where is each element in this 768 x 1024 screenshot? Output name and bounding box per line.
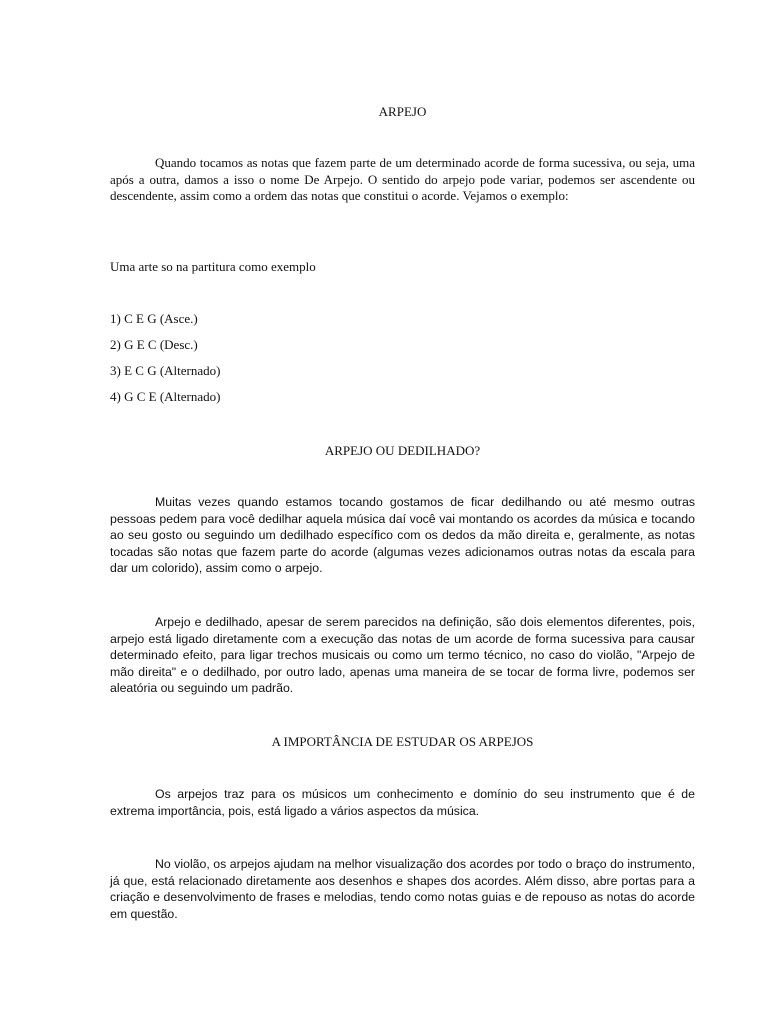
example-line: Uma arte so na partitura como exemplo (110, 259, 316, 274)
list-item: 3) E C G (Alternado) (110, 363, 221, 378)
section2-paragraph-2: Arpejo e dedilhado, apesar de serem parecidos na definição, são dois elementos diferentes, pois, arpejo está ligado diretamente com a execução das notas de um acorde de forma sucessiva para causar determinado efeito, para ligar trechos musicais ou como um termo técnico, no caso do violão, "Arpejo de mão direita" e o dedilhado, por outro lado, apenas uma maneira de se tocar de forma livre, podemos ser aleatória ou seguindo um padrão. (110, 615, 695, 695)
list-item: 4) G C E (Alternado) (110, 389, 221, 404)
list-item: 2) G E C (Desc.) (110, 337, 198, 352)
section-heading-importancia: A IMPORTÂNCIA DE ESTUDAR OS ARPEJOS (271, 734, 534, 749)
page-title: ARPEJO (378, 104, 427, 119)
examples-list (110, 311, 220, 415)
section3-paragraph-1: Os arpejos traz para os músicos um conhecimento e domínio do seu instrumento que é de extrema importância, pois, está ligado a vários aspectos da música. (110, 787, 695, 818)
section-heading-arpejo-ou-dedilhado: ARPEJO OU DEDILHADO? (324, 443, 481, 458)
list-item: 1) C E G (Asce.) (110, 311, 198, 326)
intro-paragraph: Quando tocamos as notas que fazem parte de um determinado acorde de forma sucessiva, ou seja, uma após a outra, damos a isso o nome De Arpejo. O sentido do arpejo pode variar, podemos ser ascendente ou descendente, assim como a ordem das notas que constitui o acorde. Vejamos o exemplo: (110, 155, 695, 203)
section3-paragraph-2: No violão, os arpejos ajudam na melhor visualização dos acordes por todo o braço do instrumento, já que, está relacionado diretamente aos desenhos e shapes dos acordes. Além disso, abre portas para a criação e desenvolvimento de frases e melodias, tendo como notas guias e de repouso as notas do acorde em questão. (110, 857, 695, 921)
section2-paragraph-1: Muitas vezes quando estamos tocando gostamos de ficar dedilhando ou até mesmo outras pessoas pedem para você dedilhar aquela música daí você vai montando os acordes da música e tocando ao seu gosto ou seguindo um dedilhado específico com os dedos da mão direita e, geralmente, as notas tocadas são notas que fazem parte do acorde (algumas vezes adicionamos outras notas da escala para dar um colorido), assim como o arpejo. (110, 495, 695, 575)
